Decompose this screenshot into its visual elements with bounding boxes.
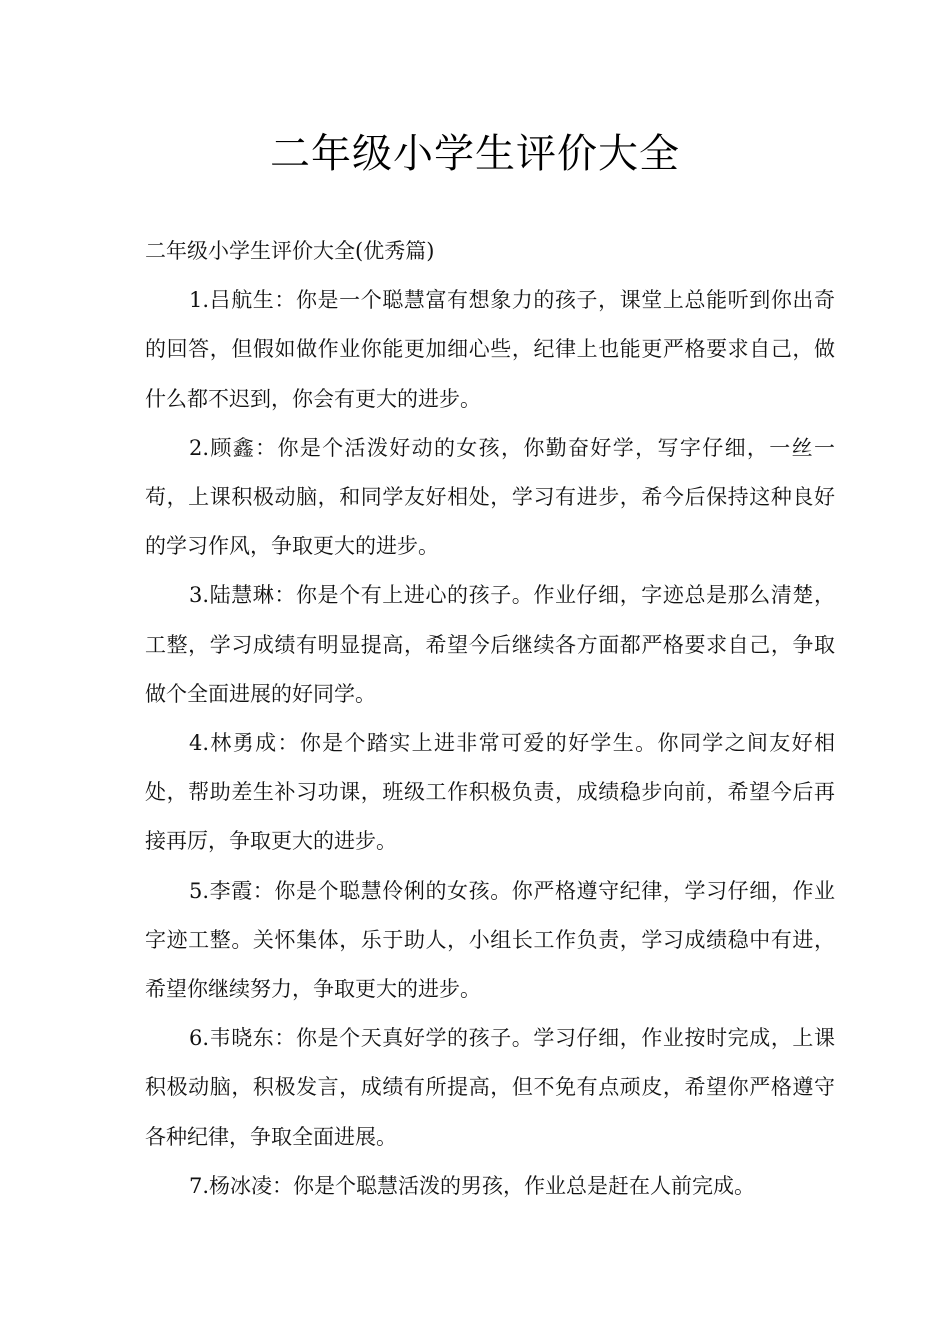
evaluation-entry-6: 6.韦晓东：你是个天真好学的孩子。学习仔细，作业按时完成，上课积极动脑，积极发言，成绩有所提高，但不免有点顽皮，希望你严格遵守各种纪律，争取全面进展。 (145, 1026, 835, 1149)
document-body (145, 227, 835, 1211)
evaluation-entry-4: 4.林勇成：你是个踏实上进非常可爱的好学生。你同学之间友好相处，帮助差生补习功课，班级工作积极负责，成绩稳步向前，希望今后再接再厉，争取更大的进步。 (145, 731, 835, 854)
evaluation-entry-7: 7.杨冰凌：你是个聪慧活泼的男孩，作业总是赶在人前完成。 (189, 1173, 756, 1198)
page-title: 二年级小学生评价大全 (270, 131, 680, 177)
evaluation-entry-1: 1.吕航生：你是一个聪慧富有想象力的孩子，课堂上总能听到你出奇的回答，但假如做作业你能更加细心些，纪律上也能更严格要求自己，做什么都不迟到，你会有更大的进步。 (145, 288, 835, 411)
evaluation-entry-3: 3.陆慧琳：你是个有上进心的孩子。作业仔细，字迹总是那么清楚，工整，学习成绩有明显提高，希望今后继续各方面都严格要求自己，争取做个全面进展的好同学。 (145, 583, 835, 706)
document-subtitle: 二年级小学生评价大全(优秀篇) (145, 239, 435, 263)
evaluation-entry-5: 5.李霞：你是个聪慧伶俐的女孩。你严格遵守纪律，学习仔细，作业字迹工整。关怀集体，乐于助人，小组长工作负责，学习成绩稳中有进，希望你继续努力，争取更大的进步。 (145, 878, 835, 1002)
evaluation-entry-2: 2.顾鑫：你是个活泼好动的女孩，你勤奋好学，写字仔细，一丝一苟，上课积极动脑，和同学友好相处，学习有进步，希今后保持这种良好的学习作风，争取更大的进步。 (145, 435, 835, 559)
